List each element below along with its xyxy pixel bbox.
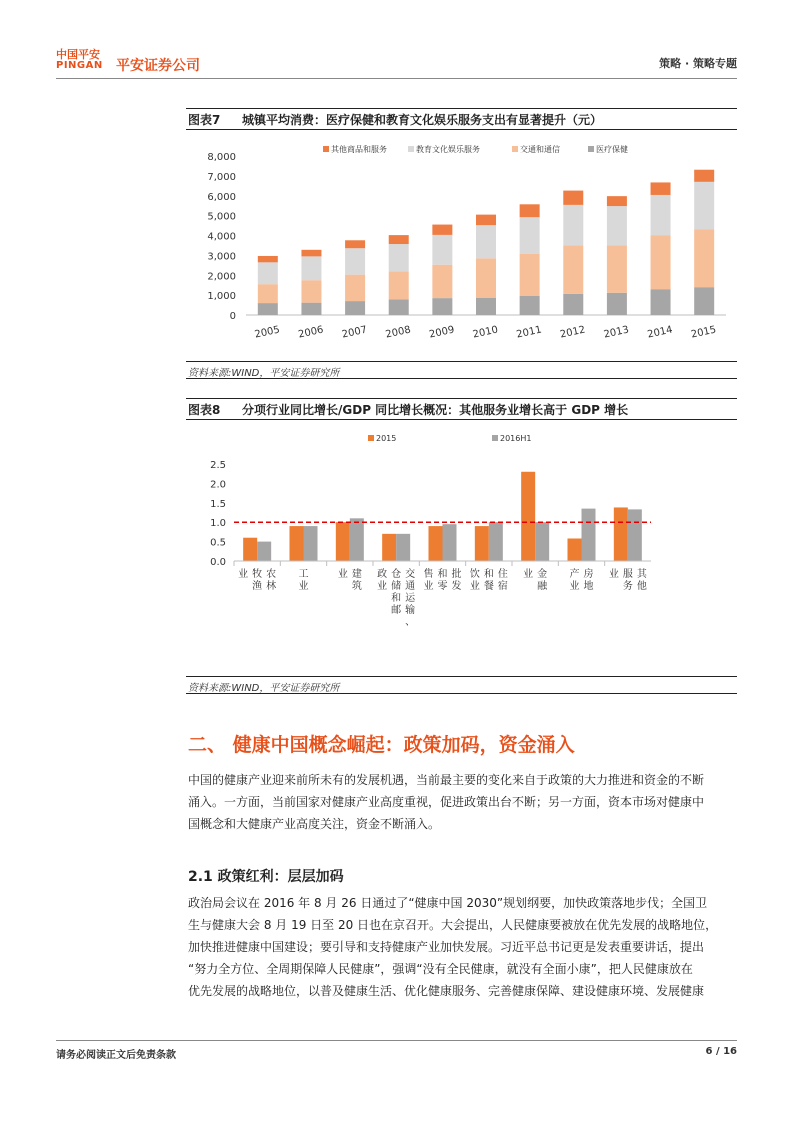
legend-swatch <box>323 146 329 152</box>
bar-segment <box>563 205 583 245</box>
x-tick-label: 金融 <box>537 569 548 592</box>
figure8-source <box>186 676 737 694</box>
paragraph-line: “努力全方位、全周期保障人民健康”，强调“没有全民健康，就没有全面小康”，把人民健康放在 <box>188 962 693 976</box>
bar-segment <box>607 293 627 315</box>
bar-segment <box>258 284 278 303</box>
x-tick-label: 产业 <box>569 569 580 592</box>
x-tick-label: 仓储和邮 <box>391 569 402 616</box>
x-tick-label: 2013 <box>602 324 630 341</box>
paragraph-line: 中国的健康产业迎来前所未有的发展机遇，当前最主要的变化来自于政策的大力推进和资金的不断 <box>188 773 705 787</box>
bar-segment <box>345 275 365 301</box>
bar-segment <box>258 262 278 284</box>
x-tick-label: 业 <box>608 569 619 580</box>
x-tick-label: 建筑 <box>351 569 362 592</box>
paragraph-line: 涌入。一方面，当前国家对健康产业高度重视，促进政策出台不断；另一方面，资本市场对健康中 <box>188 795 705 809</box>
footer-divider <box>56 1040 737 1041</box>
bar-segment <box>563 245 583 294</box>
bar-segment <box>432 265 452 298</box>
bar-segment <box>345 240 365 248</box>
bar-segment <box>432 235 452 265</box>
x-tick-label: 2007 <box>340 324 369 341</box>
bar <box>475 526 489 561</box>
subsection-title: 2.1 政策红利：层层加码 <box>188 869 344 885</box>
x-tick-label: 2010 <box>471 324 500 341</box>
bar <box>243 538 257 561</box>
legend-swatch <box>368 435 374 441</box>
footer-disclaimer: 请务必阅读正文后免责条款 <box>56 1050 176 1061</box>
figure7-source-text: 资料来源:WIND，平安证券研究所 <box>188 368 340 379</box>
bar-segment <box>432 225 452 235</box>
legend-swatch <box>492 435 498 441</box>
bar <box>336 522 350 561</box>
bar <box>521 472 535 561</box>
bar-segment <box>258 256 278 262</box>
x-tick-label: 2015 <box>690 324 718 341</box>
x-tick-label: 2011 <box>515 324 543 341</box>
legend-label: 2016H1 <box>500 434 532 443</box>
y-tick-label: 5,000 <box>207 211 236 223</box>
bar-segment <box>476 215 496 226</box>
y-tick-label: 8,000 <box>207 152 236 163</box>
x-tick-label: 2005 <box>253 324 281 341</box>
x-tick-label: 售业 <box>423 569 434 592</box>
x-tick-label: 2009 <box>428 324 456 341</box>
legend-label: 教育文化娱乐服务 <box>416 145 480 154</box>
figure7-chart <box>186 132 737 360</box>
page-number: 6 / 16 <box>705 1046 737 1057</box>
bar <box>429 526 443 561</box>
paragraph-line: 优先发展的战略地位，以普及健康生活、优化健康服务、完善健康保障、建设健康环境、发展健康 <box>188 984 705 998</box>
bar <box>628 509 642 561</box>
x-tick-label: 农林 <box>266 569 277 592</box>
bar-segment <box>301 280 321 302</box>
x-tick-label: 房地 <box>583 569 594 592</box>
x-tick-label: 业 <box>523 569 534 580</box>
bar <box>489 522 503 561</box>
paragraph-line: 生与健康大会 8 月 19 日至 20 日也在京召开。大会提出，人民健康要被放在优先发展的战略地位， <box>188 918 718 932</box>
bar <box>614 507 628 561</box>
y-tick-label: 4,000 <box>207 231 236 243</box>
x-tick-label: 2014 <box>646 324 674 341</box>
x-tick-label: 服务 <box>622 569 633 592</box>
bar-segment <box>520 204 540 217</box>
bar-segment <box>651 195 671 236</box>
legend-label: 2015 <box>376 434 397 443</box>
figure7-heading <box>186 108 737 130</box>
bar-segment <box>389 235 409 244</box>
legend-swatch <box>512 146 518 152</box>
x-tick-label: 牧渔 <box>252 569 263 592</box>
bar-segment <box>301 303 321 315</box>
figure8-title: 分项行业同比增长/GDP 同比增长概况：其他服务业增长高于 GDP 增长 <box>242 403 629 417</box>
bar-segment <box>651 289 671 315</box>
paragraph-line: 加快推进健康中国建设；要引导和支持健康产业加快发展。习近平总书记更是发表重要讲话，提出 <box>188 940 705 954</box>
figure7-source <box>186 361 737 379</box>
figure8-source-text: 资料来源:WIND，平安证券研究所 <box>188 683 340 694</box>
bar-segment <box>301 256 321 280</box>
legend-swatch <box>588 146 594 152</box>
bar <box>350 518 364 561</box>
paragraph-line: 国概念和大健康产业高度关注，资金不断涌入。 <box>188 817 441 831</box>
legend-label: 其他商品和服务 <box>331 145 387 154</box>
x-tick-label: 2008 <box>384 324 412 341</box>
bar-segment <box>389 271 409 299</box>
figure8-number: 图表8 <box>188 403 221 417</box>
bar-segment <box>607 196 627 206</box>
x-tick-label: 政业 <box>377 569 388 592</box>
subsection-paragraph <box>188 892 738 1002</box>
y-tick-label: 0 <box>229 311 236 322</box>
paragraph-line: 政治局会议在 2016 年 8 月 26 日通过了“健康中国 2030”规划纲要，加快政策落地步伐；全国卫 <box>188 896 708 910</box>
bar <box>304 526 318 561</box>
y-tick-label: 3,000 <box>207 251 236 263</box>
legend-label: 医疗保健 <box>596 145 628 154</box>
bar-segment <box>432 298 452 315</box>
y-tick-label: 0.0 <box>210 557 226 568</box>
x-tick-label: 业 <box>337 569 348 580</box>
bar-segment <box>301 250 321 257</box>
bar <box>535 522 549 561</box>
y-tick-label: 1.5 <box>210 498 226 510</box>
y-tick-label: 2.0 <box>210 479 226 491</box>
x-tick-label: 和餐 <box>483 569 494 592</box>
x-tick-label: 2006 <box>297 324 325 341</box>
x-tick-label: 饮业 <box>469 569 480 592</box>
bar <box>568 538 582 561</box>
figure7-number: 图表7 <box>188 113 221 127</box>
bar-segment <box>563 294 583 315</box>
bar <box>257 542 271 561</box>
bar-segment <box>476 258 496 297</box>
figure8-chart <box>186 422 737 674</box>
y-tick-label: 7,000 <box>207 171 236 183</box>
bar-segment <box>694 230 714 288</box>
bar <box>443 524 457 561</box>
bar-segment <box>520 254 540 296</box>
bar-segment <box>694 182 714 230</box>
y-tick-label: 1,000 <box>207 291 236 303</box>
bar-segment <box>607 245 627 292</box>
bar-segment <box>651 182 671 195</box>
x-tick-label: 工业 <box>298 569 309 592</box>
y-tick-label: 1.0 <box>210 518 226 530</box>
bar-segment <box>345 301 365 315</box>
x-tick-label: 2012 <box>559 324 587 341</box>
y-tick-label: 0.5 <box>210 537 226 549</box>
figure8-heading <box>186 398 737 420</box>
bar-segment <box>345 248 365 274</box>
header-category: 策略 · 策略专题 <box>659 57 737 70</box>
bar-segment <box>694 287 714 315</box>
section-paragraph <box>188 769 738 835</box>
bar-segment <box>389 244 409 271</box>
bar-segment <box>258 303 278 315</box>
company-name: 平安证券公司 <box>116 58 200 74</box>
legend-swatch <box>408 146 414 152</box>
bar-segment <box>476 298 496 315</box>
y-tick-label: 2.5 <box>210 460 226 471</box>
y-tick-label: 6,000 <box>207 191 236 203</box>
legend-label: 交通和通信 <box>520 145 560 154</box>
logo-chinese: 中国平安 <box>56 48 100 61</box>
x-tick-label: 其他 <box>636 569 647 592</box>
x-tick-label: 业 <box>238 569 249 580</box>
bar-segment <box>607 206 627 245</box>
bar-segment <box>694 170 714 182</box>
bar-segment <box>520 296 540 315</box>
section-title: 二、 健康中国概念崛起：政策加码，资金涌入 <box>188 734 575 756</box>
x-tick-label: 批发 <box>451 569 462 592</box>
figure7-title: 城镇平均消费：医疗保健和教育文化娱乐服务支出有显著提升（元） <box>242 113 603 127</box>
bar <box>290 526 304 561</box>
x-tick-label: 住宿 <box>497 569 508 592</box>
x-tick-label: 和零 <box>437 569 448 592</box>
header-divider <box>56 78 737 79</box>
x-tick-label: 交通运输、 <box>405 569 416 628</box>
bar <box>382 534 396 561</box>
bar-segment <box>520 217 540 254</box>
bar <box>396 534 410 561</box>
bar-segment <box>651 236 671 290</box>
y-tick-label: 2,000 <box>207 271 236 283</box>
bar-segment <box>389 299 409 315</box>
bar-segment <box>476 225 496 258</box>
bar <box>582 509 596 561</box>
logo-english: PINGAN <box>56 60 103 71</box>
bar-segment <box>563 191 583 205</box>
